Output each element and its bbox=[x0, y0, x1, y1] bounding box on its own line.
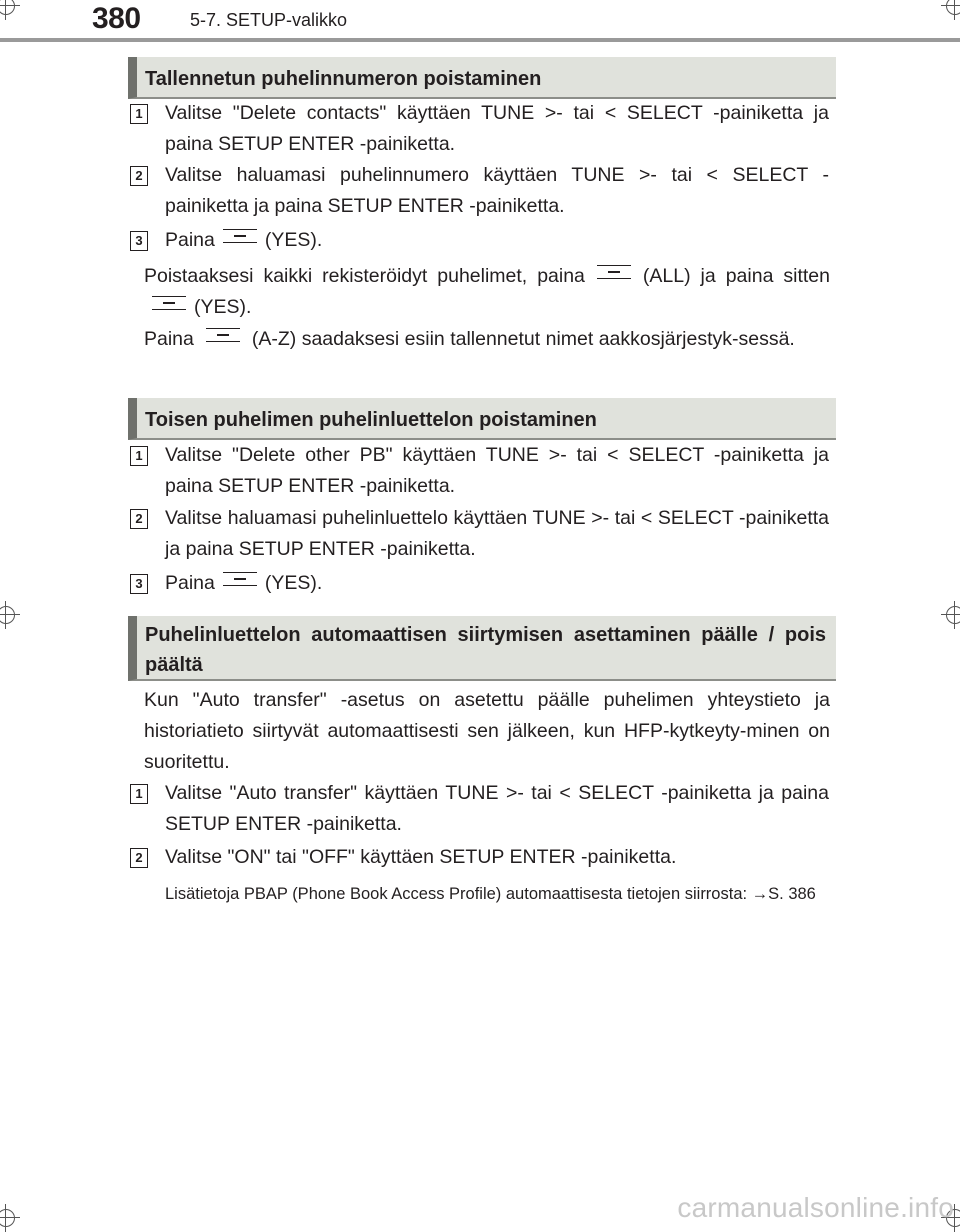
section-title-delete-contacts: Tallennetun puhelinnumeron poistaminen bbox=[128, 57, 836, 99]
step-text: Valitse haluamasi puhelinnumero käyttäen TUNE >- tai < SELECT -painiketta ja paina SETUP ENTER -painiketta. bbox=[165, 164, 829, 217]
step-number: 2 bbox=[130, 848, 148, 868]
step-text: Valitse "Delete contacts" käyttäen TUNE >- tai < SELECT -painiketta ja paina SETUP ENTER -painiketta. bbox=[165, 102, 829, 155]
note-text-b: (A-Z) saadaksesi esiin tallennetut nimet aakkosjärjestyk-sessä. bbox=[251, 328, 795, 350]
crop-mark-top-left bbox=[0, 0, 20, 20]
step-text-after: (YES). bbox=[264, 229, 323, 251]
step-text: Valitse "Delete other PB" käyttäen TUNE >- tai < SELECT -painiketta ja paina SETUP ENTER -painiketta. bbox=[165, 444, 829, 497]
page-number: 380 bbox=[92, 2, 141, 35]
screen-button-icon bbox=[597, 265, 631, 279]
screen-button-icon bbox=[152, 296, 186, 310]
crop-mark-mid-left bbox=[0, 601, 20, 629]
footnote-text: Lisätietoja PBAP (Phone Book Access Profile) automaattisesta tietojen siirrosta: →S. 386 bbox=[165, 885, 816, 903]
step-text bbox=[165, 568, 829, 599]
step-text: Valitse "ON" tai "OFF" käyttäen SETUP ENTER -painiketta. bbox=[165, 846, 677, 868]
step-number: 3 bbox=[130, 231, 148, 251]
section-title-auto-transfer: Puhelinluettelon automaattisen siirtymisen asettaminen päälle / pois päältä bbox=[128, 616, 836, 681]
step-text: Valitse haluamasi puhelinluettelo käyttäen TUNE >- tai < SELECT -painiketta ja paina SETUP ENTER -painiketta. bbox=[165, 507, 829, 560]
step-text-after: (YES). bbox=[264, 572, 323, 594]
step-number: 2 bbox=[130, 509, 148, 529]
crop-mark-bottom-left bbox=[0, 1204, 20, 1232]
screen-button-icon bbox=[223, 229, 257, 243]
intro-text: Kun "Auto transfer" -asetus on asetettu päälle puhelimen yhteystieto ja historiatieto siirtyvät automaattisesti sen jälkeen, kun HFP-kytkeyty-minen on suoritettu. bbox=[144, 689, 830, 773]
note-text bbox=[144, 324, 830, 355]
step-number: 1 bbox=[130, 446, 148, 466]
watermark: carmanualsonline.info bbox=[677, 1192, 954, 1223]
note-text-a: Paina bbox=[144, 328, 194, 350]
step-text-before: Paina bbox=[165, 229, 215, 251]
note-text-a: Poistaaksesi kaikki rekisteröidyt puhelimet, paina bbox=[144, 265, 585, 287]
step-number: 2 bbox=[130, 166, 148, 186]
crop-mark-mid-right bbox=[941, 601, 960, 629]
screen-button-icon bbox=[223, 572, 257, 586]
step-text: Valitse "Auto transfer" käyttäen TUNE >- tai < SELECT -painiketta ja paina SETUP ENTER -painiketta. bbox=[165, 782, 829, 835]
section-title-delete-other-phonebook: Toisen puhelimen puhelinluettelon poistaminen bbox=[128, 398, 836, 440]
crop-mark-top-right bbox=[941, 0, 960, 20]
note-text bbox=[144, 261, 830, 323]
screen-button-icon bbox=[206, 328, 240, 342]
step-number: 3 bbox=[130, 574, 148, 594]
step-number: 1 bbox=[130, 104, 148, 124]
chapter-title: 5-7. SETUP-valikko bbox=[190, 10, 348, 30]
note-text-b: (ALL) ja paina sitten bbox=[642, 265, 830, 287]
step-number: 1 bbox=[130, 784, 148, 804]
step-text-before: Paina bbox=[165, 572, 215, 594]
step-text bbox=[165, 225, 829, 256]
note-text-c: (YES). bbox=[194, 296, 252, 318]
header-rule bbox=[0, 38, 960, 42]
